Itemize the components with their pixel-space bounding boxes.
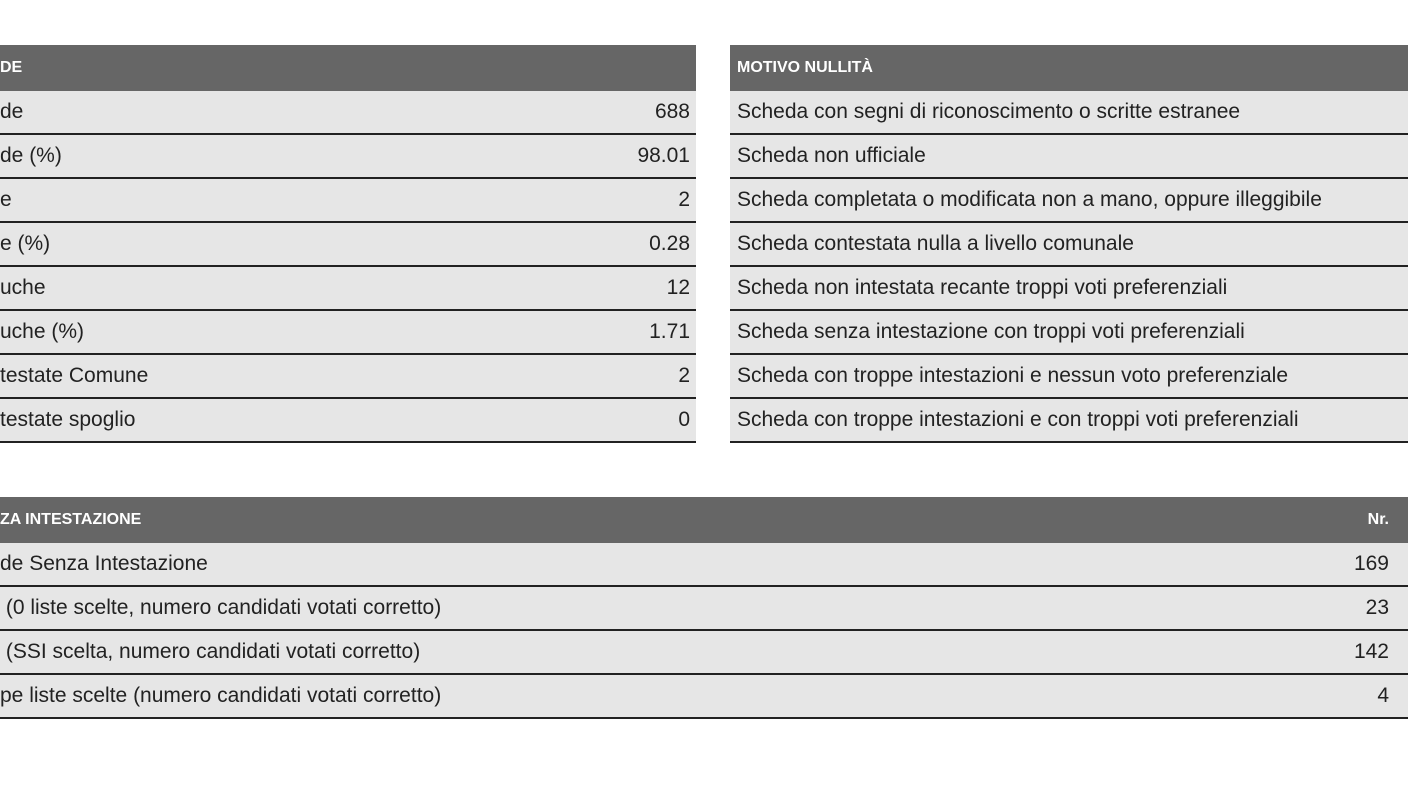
row-value: 98.01 <box>637 144 690 167</box>
row-label: Scheda con troppe intestazioni e nessun voto preferenziale <box>737 364 1289 387</box>
table-row <box>0 179 696 223</box>
table-row <box>0 543 1408 587</box>
row-label: testate spoglio <box>0 408 136 431</box>
table-row <box>730 179 1408 223</box>
table-row <box>730 355 1408 399</box>
count-column-header: Nr. <box>1367 511 1389 528</box>
row-label: Scheda non intestata recante troppi voti preferenziali <box>737 276 1228 299</box>
motivo-nullita-header <box>730 45 1408 91</box>
row-value: 23 <box>1365 596 1389 619</box>
table-row <box>730 267 1408 311</box>
row-value: 142 <box>1353 640 1389 663</box>
row-value: 688 <box>654 100 690 123</box>
schede-summary-table <box>0 45 696 443</box>
row-label: Scheda non ufficiale <box>737 144 926 167</box>
schede-summary-header-label: DE <box>0 59 23 76</box>
row-label: uche (%) <box>0 320 85 343</box>
table-row <box>0 223 696 267</box>
senza-intestazione-header-label: ZA INTESTAZIONE <box>0 511 142 528</box>
row-label: pe liste scelte (numero candidati votati corretto) <box>0 684 442 707</box>
row-label: e (%) <box>0 232 51 255</box>
row-value: 2 <box>678 188 690 211</box>
row-value: 0 <box>678 408 690 431</box>
row-label: de (%) <box>0 144 62 167</box>
row-label: Scheda completata o modificata non a mano, oppure illeggibile <box>737 188 1322 211</box>
row-value: 2 <box>678 364 690 387</box>
senza-intestazione-header <box>0 497 1408 543</box>
table-row <box>0 399 696 443</box>
row-label: (SSI scelta, numero candidati votati corretto) <box>0 640 421 663</box>
row-value: 0.28 <box>649 232 690 255</box>
row-label: Scheda contestata nulla a livello comunale <box>737 232 1134 255</box>
table-row <box>0 91 696 135</box>
row-label: de <box>0 100 24 123</box>
table-row <box>730 135 1408 179</box>
table-row <box>0 355 696 399</box>
schede-summary-header <box>0 45 696 91</box>
row-value: 1.71 <box>649 320 690 343</box>
row-label: Scheda senza intestazione con troppi voti preferenziali <box>737 320 1245 343</box>
table-row <box>0 311 696 355</box>
senza-intestazione-table <box>0 497 1408 719</box>
table-row <box>0 631 1408 675</box>
row-label: uche <box>0 276 46 299</box>
row-value: 12 <box>666 276 690 299</box>
table-row <box>730 311 1408 355</box>
motivo-nullita-table <box>730 45 1408 443</box>
row-label: Scheda con segni di riconoscimento o scritte estranee <box>737 100 1241 123</box>
table-row <box>0 135 696 179</box>
row-label: Scheda con troppe intestazioni e con troppi voti preferenziali <box>737 408 1299 431</box>
row-value: 169 <box>1353 552 1389 575</box>
row-label: (0 liste scelte, numero candidati votati corretto) <box>0 596 442 619</box>
table-row <box>730 399 1408 443</box>
table-row <box>730 91 1408 135</box>
table-row <box>0 267 696 311</box>
table-row <box>0 587 1408 631</box>
motivo-nullita-header-label: MOTIVO NULLITÀ <box>737 59 873 76</box>
row-label: testate Comune <box>0 364 149 387</box>
row-label: e <box>0 188 12 211</box>
table-row <box>0 675 1408 719</box>
row-value: 4 <box>1377 684 1389 707</box>
row-label: de Senza Intestazione <box>0 552 208 575</box>
table-row <box>730 223 1408 267</box>
